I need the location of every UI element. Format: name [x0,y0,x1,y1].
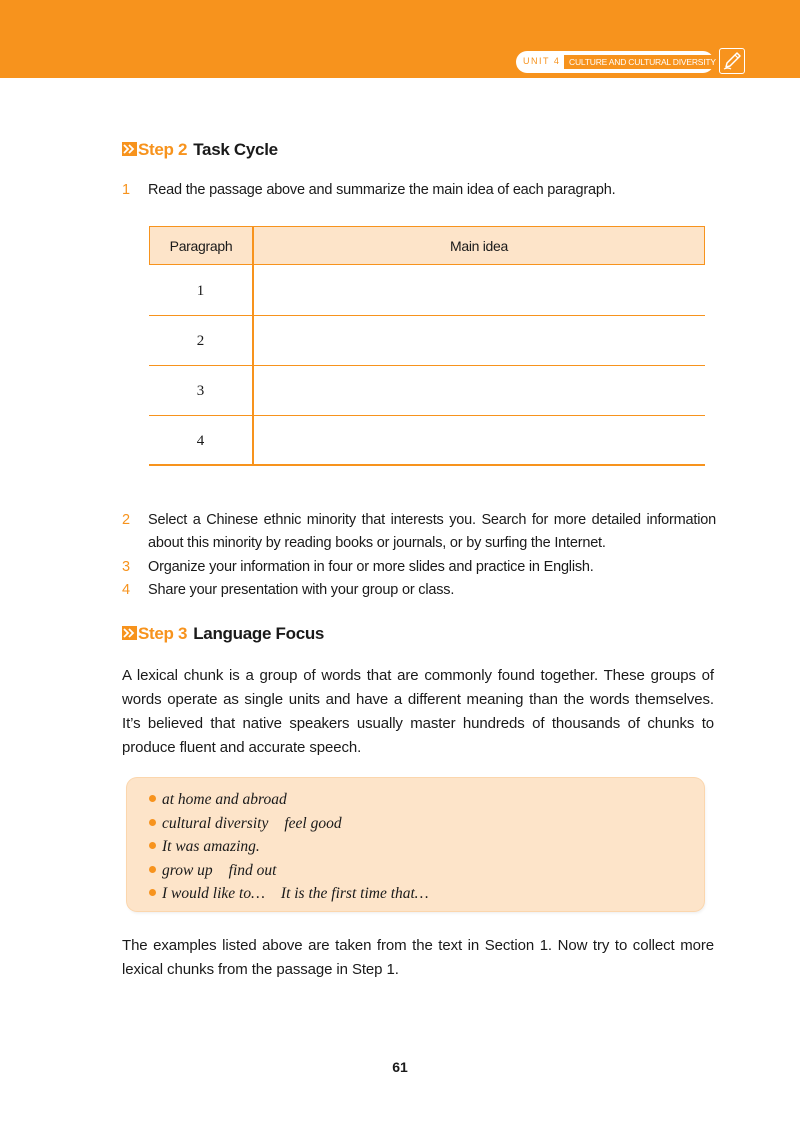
step3-title: Language Focus [193,624,325,643]
task-text: Select a Chinese ethnic minority that interests you. Search for more detailed information about this minority by reading books or journals, or by surfing the Internet. [148,512,716,551]
paragraph-summary-table [149,226,705,466]
task-number: 2 [122,512,130,528]
task-text: Share your presentation with your group or class. [148,582,455,598]
paragraph-number: 3 [196,383,205,399]
table-row [149,266,705,316]
paragraph-number: 1 [196,283,205,299]
unit-badge [516,51,714,73]
table-bottom-rule [149,464,705,466]
paragraph-number: 4 [196,433,205,449]
task-text: Read the passage above and summarize the main idea of each paragraph. [148,182,616,198]
step3-label: Step 3 [138,624,188,643]
chunk-text: cultural diversity [162,814,269,832]
chunk-text: grow up [162,861,213,879]
chunk-list [149,788,429,906]
unit-title: CULTURE AND CULTURAL DIVERSITY [564,55,721,69]
list-item [149,859,429,883]
bullet-icon [149,842,156,849]
task-text: Organize your information in four or more slides and practice in English. [148,559,594,575]
task-number: 4 [122,582,130,598]
table-row [149,366,705,416]
task-number: 3 [122,559,130,575]
step2-heading [122,140,278,162]
task-2 [122,509,716,555]
list-item [149,835,429,859]
collect-chunks-instruction: The examples listed above are taken from the text in Section 1. Now try to collect more lexical chunks from the passage in Step 1. [122,937,714,978]
list-item [149,788,429,812]
double-chevron-icon [122,142,137,156]
table-header [149,226,705,265]
list-item [149,812,429,836]
bullet-icon [149,866,156,873]
paragraph-number: 2 [196,333,205,349]
chunk-text: It is the first time that… [280,885,429,902]
chunk-examples-box [127,778,704,911]
task-number: 1 [122,182,130,198]
page-number: 61 [392,1059,408,1075]
bullet-icon [149,795,156,802]
bullet-icon [149,889,156,896]
task-1 [122,179,716,202]
step3-heading [122,624,324,646]
chunk-text: feel good [284,814,342,832]
lexical-chunk-intro: A lexical chunk is a group of words that are commonly found together. These groups of words operate as single units and have a different meaning than the words themselves. It’s believed that native speakers usually master hundreds of thousands of chunks to produce fluent and accurate speech. [122,667,714,756]
pen-icon [719,48,745,74]
chunk-text: at home and abroad [162,791,287,808]
list-item [149,882,429,906]
chunk-text: It was amazing. [162,838,260,855]
chunk-text: I would like to… [162,885,265,902]
unit-label: UNIT 4 [523,56,561,66]
double-chevron-icon [122,626,137,640]
step2-label: Step 2 [138,140,188,159]
task-4 [122,579,716,602]
bullet-icon [149,819,156,826]
header-paragraph: Paragraph [169,238,233,254]
task-3 [122,556,716,579]
table-row [149,316,705,366]
header-main-idea: Main idea [449,238,508,254]
table-row [149,416,705,466]
chunk-text: find out [228,861,277,879]
step2-title: Task Cycle [193,140,278,159]
